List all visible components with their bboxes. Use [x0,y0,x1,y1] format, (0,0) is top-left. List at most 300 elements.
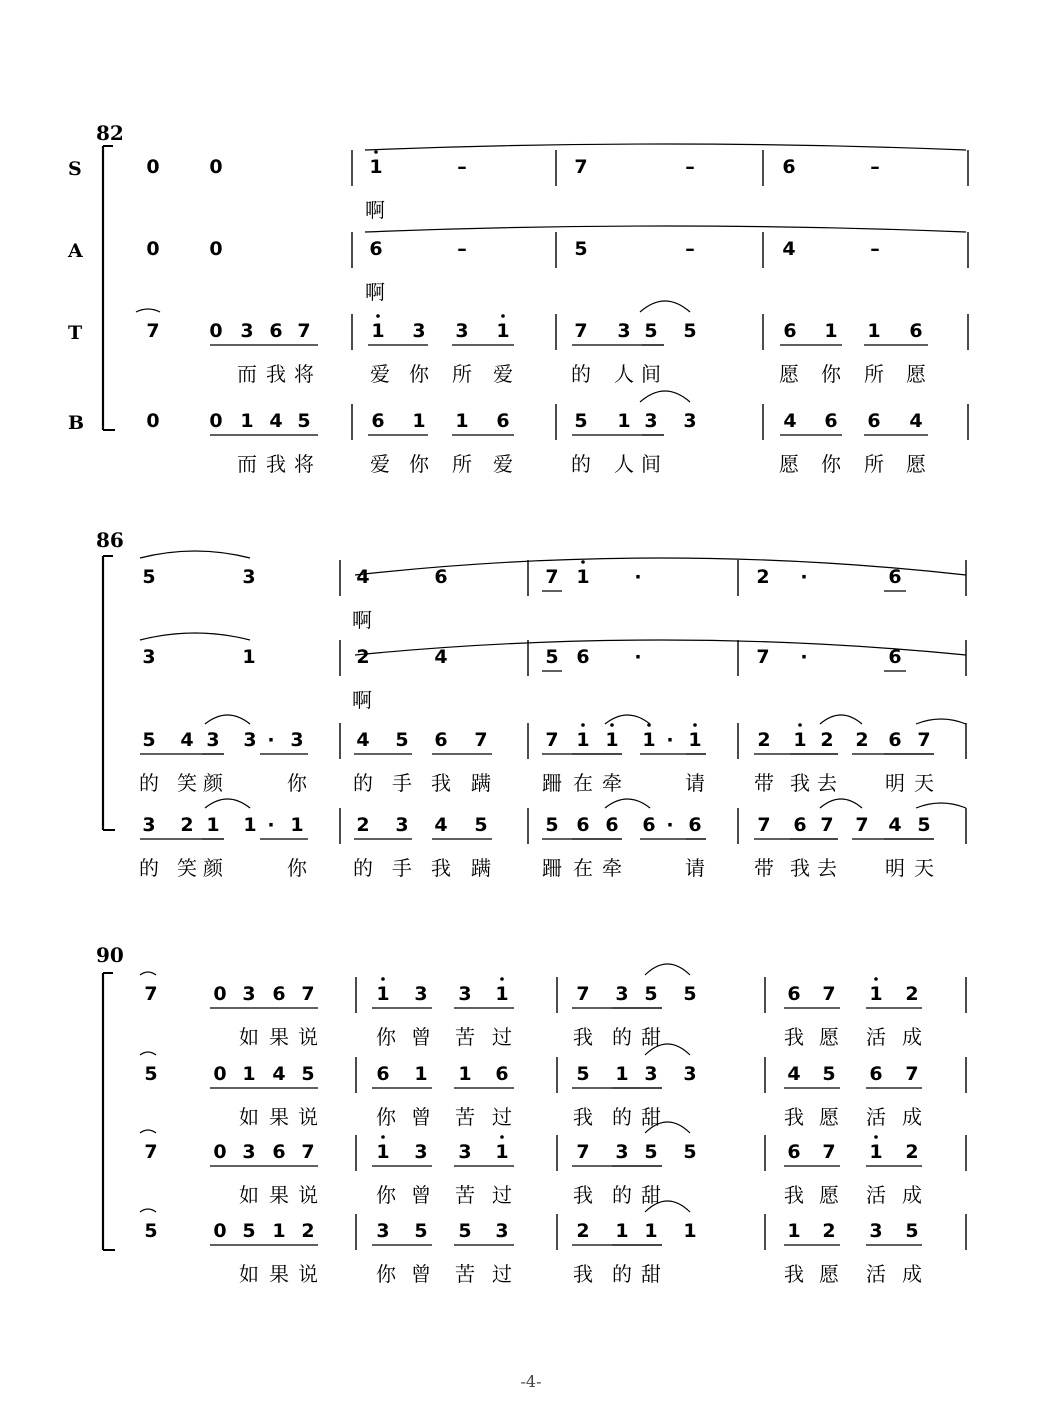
note: 0 [213,983,227,1005]
note: 1 [369,156,383,178]
note: · [634,646,642,668]
note: 1 [242,646,256,668]
measure-number: 86 [96,528,124,552]
lyric: 你 [287,771,307,795]
lyric: 苦 [455,1105,475,1129]
lyric: 你 [376,1183,396,1207]
lyric: 愿 [819,1183,839,1207]
note: 5 [142,566,156,588]
lyric: 将 [294,362,314,386]
note: 7 [301,1141,315,1163]
note: 3 [290,729,304,751]
note: 5 [144,1220,158,1242]
note: 6 [688,814,702,836]
note: 4 [782,238,796,260]
note: – [870,238,880,260]
lyric: 过 [492,1262,512,1286]
tie [916,719,966,724]
lyric: 手 [392,771,412,795]
lyric: 所 [452,452,472,476]
note: 0 [146,238,160,260]
note: 3 [412,320,426,342]
lyric: 的 [353,856,373,880]
note: 6 [272,1141,286,1163]
lyric: 说 [298,1105,318,1129]
note: 6 [888,566,902,588]
note: 6 [576,646,590,668]
note: 6 [782,156,796,178]
lyric: 成 [902,1105,922,1129]
note: – [685,238,695,260]
octave-dot [500,977,504,981]
lyric: 跚 [542,771,562,795]
tie [605,799,650,808]
lyric: 果 [269,1105,289,1129]
note: · [666,729,674,751]
note: 6 [793,814,807,836]
note: 1 [824,320,838,342]
lyric: 明 [885,856,905,880]
lyric: 活 [866,1262,886,1286]
note: 2 [822,1220,836,1242]
lyric: 我 [784,1025,804,1049]
note: 3 [495,1220,509,1242]
note: 1 [642,729,656,751]
lyric: 甜 [641,1025,661,1049]
lyric: 成 [902,1025,922,1049]
note: 6 [888,646,902,668]
lyric: 果 [269,1025,289,1049]
note: 5 [545,646,559,668]
lyric: 牵 [602,771,622,795]
lyric: 你 [376,1105,396,1129]
lyric: 甜 [641,1105,661,1129]
note: · [267,729,275,751]
tie [140,1052,156,1055]
note: 7 [474,729,488,751]
lyric: 愿 [819,1025,839,1049]
note: 1 [617,410,631,432]
note: 1 [688,729,702,751]
voice-label-s: S [68,158,82,180]
tie [140,1209,156,1212]
note: 6 [824,410,838,432]
lyric: 蹒 [471,856,491,880]
note: 3 [242,1141,256,1163]
note: 7 [297,320,311,342]
note: 5 [301,1063,315,1085]
lyric: 我 [573,1183,593,1207]
lyric: 曾 [411,1262,431,1286]
lyric: 去 [817,771,837,795]
lyric: 如 [239,1105,259,1129]
note: 1 [376,983,390,1005]
note: 2 [756,566,770,588]
tie [140,972,156,975]
octave-dot [874,977,878,981]
tie [205,715,250,724]
lyric: 愿 [819,1262,839,1286]
note: 0 [209,410,223,432]
note: 6 [783,320,797,342]
note: 1 [242,1063,256,1085]
tie [820,799,862,808]
tie [645,964,690,975]
octave-dot [874,1135,878,1139]
note: 0 [146,410,160,432]
note: 1 [615,1220,629,1242]
slur-a1 [365,226,966,232]
note: · [267,814,275,836]
lyric: 的 [612,1105,632,1129]
lyric: 成 [902,1262,922,1286]
lyric: 爱 [493,362,513,386]
lyric: 所 [864,362,884,386]
note: 5 [917,814,931,836]
note: · [634,566,642,588]
lyric: 如 [239,1183,259,1207]
note: 7 [574,156,588,178]
note: 1 [495,1141,509,1163]
note: 3 [376,1220,390,1242]
tie [916,803,966,808]
lyric: 笑 [177,856,197,880]
lyric: 将 [294,452,314,476]
note: 6 [909,320,923,342]
lyric: 愿 [906,362,926,386]
tie [205,799,250,808]
note: 5 [683,1141,697,1163]
note: 7 [757,814,771,836]
lyric: 我 [790,771,810,795]
lyric: 愿 [906,452,926,476]
lyric: 手 [392,856,412,880]
lyric: 人 [614,452,634,476]
lyric: 成 [902,1183,922,1207]
note: 2 [855,729,869,751]
note: 2 [757,729,771,751]
lyric: 你 [409,452,429,476]
note: 4 [356,566,370,588]
note: 2 [356,646,370,668]
note: – [457,238,467,260]
lyric: 爱 [493,452,513,476]
note: 2 [820,729,834,751]
lyric: 如 [239,1262,259,1286]
lyric: 过 [492,1105,512,1129]
note: 3 [458,1141,472,1163]
lyric: 活 [866,1105,886,1129]
note: 5 [395,729,409,751]
note: · [666,814,674,836]
octave-dot [374,150,378,154]
lyric: 我 [784,1105,804,1129]
note: 3 [242,983,256,1005]
lyric: 的 [353,771,373,795]
note: 1 [869,983,883,1005]
note: 2 [356,814,370,836]
tie [640,391,690,402]
note: 7 [905,1063,919,1085]
lyric: 过 [492,1183,512,1207]
lyric: 苦 [455,1183,475,1207]
note: 5 [822,1063,836,1085]
note: 7 [855,814,869,836]
octave-dot [581,723,585,727]
lyric: 过 [492,1025,512,1049]
lyric: 我 [784,1262,804,1286]
tie [640,301,690,312]
measure-number: 90 [96,943,124,967]
lyric: 如 [239,1025,259,1049]
lyric: 间 [641,452,661,476]
note: 3 [206,729,220,751]
note: 0 [213,1063,227,1085]
note: 5 [474,814,488,836]
note: 1 [793,729,807,751]
lyric: 颜 [203,771,223,795]
lyric: 请 [685,771,705,795]
lyric: 我 [431,856,451,880]
note: 5 [574,238,588,260]
note: 5 [545,814,559,836]
lyric: 跚 [542,856,562,880]
lyric: 活 [866,1025,886,1049]
note: 0 [213,1141,227,1163]
note: 1 [243,814,257,836]
lyric: 的 [612,1025,632,1049]
lyric: 啊 [365,198,385,222]
note: 1 [576,566,590,588]
note: 7 [574,320,588,342]
lyric: 的 [139,856,159,880]
lyric: 我 [266,362,286,386]
voice-label-a: A [68,240,83,262]
note: 4 [888,814,902,836]
note: 1 [495,983,509,1005]
lyric: 的 [612,1183,632,1207]
lyric: 啊 [352,688,372,712]
lyric: 我 [573,1025,593,1049]
note: · [800,566,808,588]
lyric: 间 [641,362,661,386]
note: 1 [787,1220,801,1242]
note: 2 [905,983,919,1005]
lyric: 你 [287,856,307,880]
note: 1 [455,410,469,432]
octave-dot [693,723,697,727]
lyric: 的 [612,1262,632,1286]
note: 1 [371,320,385,342]
note: 0 [146,156,160,178]
lyric: 说 [298,1183,318,1207]
note: 7 [576,1141,590,1163]
lyric: 你 [409,362,429,386]
slur-s1 [365,144,966,150]
note: 6 [867,410,881,432]
note: 3 [458,983,472,1005]
note: 5 [644,320,658,342]
note: 3 [615,1141,629,1163]
lyric: 明 [885,771,905,795]
lyric: 所 [864,452,884,476]
lyric: 在 [573,771,593,795]
note: 3 [615,983,629,1005]
note: 5 [644,983,658,1005]
note: 5 [574,410,588,432]
lyric: 我 [266,452,286,476]
note: 5 [905,1220,919,1242]
note: 3 [395,814,409,836]
lyric: 愿 [779,452,799,476]
slur [140,551,250,558]
octave-dot [381,977,385,981]
note: 6 [787,983,801,1005]
octave-dot [581,560,585,564]
note: 5 [297,410,311,432]
note: 3 [142,646,156,668]
lyric: 甜 [641,1183,661,1207]
note: 3 [242,566,256,588]
note: 5 [644,1141,658,1163]
note: 0 [209,156,223,178]
voice-label-t: T [68,322,83,344]
note: 1 [869,1141,883,1163]
note: 0 [209,320,223,342]
note: 0 [209,238,223,260]
octave-dot [501,314,505,318]
lyric: 我 [790,856,810,880]
note: 6 [434,729,448,751]
lyric: 牵 [602,856,622,880]
slur [140,633,250,640]
note: 1 [240,410,254,432]
note: 0 [213,1220,227,1242]
octave-dot [500,1135,504,1139]
lyric: 曾 [411,1025,431,1049]
note: 2 [180,814,194,836]
note: 1 [414,1063,428,1085]
lyric: 天 [914,856,934,880]
note: 6 [787,1141,801,1163]
lyric: 我 [784,1183,804,1207]
note: 3 [683,410,697,432]
note: 7 [820,814,834,836]
note: 3 [683,1063,697,1085]
note: 6 [272,983,286,1005]
lyric: 而 [237,452,257,476]
lyric: 我 [573,1105,593,1129]
lyric: 我 [431,771,451,795]
note: 5 [414,1220,428,1242]
note: 7 [301,983,315,1005]
note: 6 [371,410,385,432]
lyric: 愿 [819,1105,839,1129]
note: 1 [867,320,881,342]
lyric: 苦 [455,1262,475,1286]
note: 3 [869,1220,883,1242]
page-number: -4- [520,1372,542,1391]
lyric: 在 [573,856,593,880]
note: 6 [369,238,383,260]
note: 3 [644,410,658,432]
note: 4 [787,1063,801,1085]
note: 7 [576,983,590,1005]
lyric: 曾 [411,1105,431,1129]
tie [820,715,862,724]
note: 5 [142,729,156,751]
lyric: 爱 [370,452,390,476]
note: 1 [412,410,426,432]
lyric: 你 [376,1262,396,1286]
note: 5 [458,1220,472,1242]
note: 7 [917,729,931,751]
lyric: 人 [614,362,634,386]
tie [140,1130,156,1133]
note: 6 [269,320,283,342]
note: 3 [644,1063,658,1085]
lyric: 甜 [641,1262,661,1286]
note: 5 [576,1063,590,1085]
note: 3 [455,320,469,342]
note: 4 [434,814,448,836]
note: 7 [545,729,559,751]
note: 2 [905,1141,919,1163]
note: 6 [605,814,619,836]
note: 3 [240,320,254,342]
note: 3 [414,1141,428,1163]
note: 7 [144,983,158,1005]
note: 2 [576,1220,590,1242]
note: 1 [272,1220,286,1242]
note: 6 [576,814,590,836]
note: – [457,156,467,178]
note: 5 [242,1220,256,1242]
lyric: 的 [571,452,591,476]
note: 4 [180,729,194,751]
lyric: 所 [452,362,472,386]
note: 6 [434,566,448,588]
note: 1 [206,814,220,836]
octave-dot [610,723,614,727]
lyric: 笑 [177,771,197,795]
note: 4 [434,646,448,668]
lyric: 请 [685,856,705,880]
lyric: 而 [237,362,257,386]
lyric: 你 [376,1025,396,1049]
lyric: 爱 [370,362,390,386]
note: 1 [644,1220,658,1242]
note: 1 [683,1220,697,1242]
tie [605,715,650,724]
note: 6 [376,1063,390,1085]
lyric: 啊 [365,280,385,304]
voice-label-b: B [68,412,85,434]
note: – [870,156,880,178]
note: – [685,156,695,178]
note: 6 [888,729,902,751]
note: 6 [495,1063,509,1085]
lyric: 苦 [455,1025,475,1049]
note: 5 [683,320,697,342]
lyric: 你 [821,362,841,386]
octave-dot [376,314,380,318]
octave-dot [798,723,802,727]
lyric: 颜 [203,856,223,880]
lyric: 说 [298,1262,318,1286]
lyric: 带 [754,771,774,795]
note: 6 [496,410,510,432]
